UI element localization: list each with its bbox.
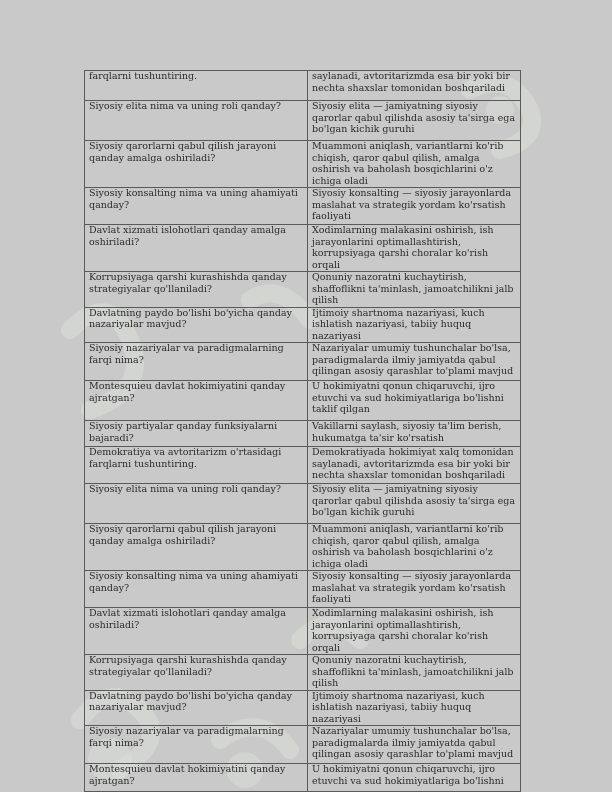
answer-cell: Qonuniy nazoratni kuchaytirish, shaffoflikni ta'minlash, jamoatchilikni jalb qilish	[308, 655, 521, 691]
answer-cell: Nazariyalar umumiy tushunchalar bo'lsa, paradigmalarda ilmiy jamiyatda qabul qilingan asosiy qarashlar to'plami mavjud	[308, 726, 521, 764]
answer-cell: Xodimlarning malakasini oshirish, ish jarayonlarini optimallashtirish, korrupsiyaga qarshi choralar ko'rish orqali	[308, 225, 521, 272]
table-row	[85, 726, 521, 764]
table-row	[85, 690, 521, 726]
question-cell: Korrupsiyaga qarshi kurashishda qanday strategiyalar qo'llaniladi?	[85, 272, 308, 308]
table-row	[85, 188, 521, 225]
question-cell: Davlat xizmati islohotlari qanday amalga oshiriladi?	[85, 608, 308, 655]
table-row	[85, 343, 521, 381]
question-cell: Davlatning paydo bo'lishi bo'yicha qanday nazariyalar mavjud?	[85, 690, 308, 726]
table-row	[85, 225, 521, 272]
table-row	[85, 447, 521, 484]
question-cell: Siyosiy qarorlarni qabul qilish jarayoni qanday amalga oshiriladi?	[85, 141, 308, 188]
answer-cell: Ijtimoiy shartnoma nazariyasi, kuch ishlatish nazariyasi, tabiiy huquq nazariyasi	[308, 307, 521, 343]
table-row	[85, 608, 521, 655]
answer-cell: Siyosiy konsalting — siyosiy jarayonlarda maslahat va strategik yordam ko'rsatish faoliyati	[308, 188, 521, 225]
answer-cell: Muammoni aniqlash, variantlarni ko'rib chiqish, qaror qabul qilish, amalga oshirish va baholash bosqichlarini o'z ichiga oladi	[308, 524, 521, 571]
table-row	[85, 655, 521, 691]
answer-cell: Vakillarni saylash, siyosiy ta'lim berish, hukumatga ta'sir ko'rsatish	[308, 421, 521, 447]
answer-cell: Xodimlarning malakasini oshirish, ish jarayonlarini optimallashtirish, korrupsiyaga qarshi choralar ko'rish orqali	[308, 608, 521, 655]
answer-cell: Ijtimoiy shartnoma nazariyasi, kuch ishlatish nazariyasi, tabiiy huquq nazariyasi	[308, 690, 521, 726]
question-cell: Siyosiy nazariyalar va paradigmalarning farqi nima?	[85, 343, 308, 381]
question-cell: Siyosiy konsalting nima va uning ahamiyati qanday?	[85, 188, 308, 225]
question-cell: Siyosiy elita nima va uning roli qanday?	[85, 101, 308, 141]
table-row	[85, 484, 521, 524]
question-cell: Korrupsiyaga qarshi kurashishda qanday strategiyalar qo'llaniladi?	[85, 655, 308, 691]
table-row	[85, 764, 521, 792]
table-row	[85, 141, 521, 188]
table-row	[85, 71, 521, 101]
table-row	[85, 101, 521, 141]
answer-cell: Siyosiy elita — jamiyatning siyosiy qarorlar qabul qilishda asosiy ta'sirga ega bo'lgan kichik guruhi	[308, 101, 521, 141]
question-cell: Siyosiy partiyalar qanday funksiyalarni bajaradi?	[85, 421, 308, 447]
question-cell: Demokratiya va avtoritarizm o'rtasidagi farqlarni tushuntiring.	[85, 447, 308, 484]
table-row	[85, 421, 521, 447]
table-row	[85, 307, 521, 343]
answer-cell: Siyosiy elita — jamiyatning siyosiy qarorlar qabul qilishda asosiy ta'sirga ega bo'lgan kichik guruhi	[308, 484, 521, 524]
question-cell: Siyosiy nazariyalar va paradigmalarning farqi nima?	[85, 726, 308, 764]
answer-cell: U hokimiyatni qonun chiqaruvchi, ijro etuvchi va sud hokimiyatlariga bo'lishni taklif qilgan	[308, 381, 521, 421]
answer-cell: Nazariyalar umumiy tushunchalar bo'lsa, paradigmalarda ilmiy jamiyatda qabul qilingan asosiy qarashlar to'plami mavjud	[308, 343, 521, 381]
question-cell: farqlarni tushuntiring.	[85, 71, 308, 101]
answer-cell: Muammoni aniqlash, variantlarni ko'rib chiqish, qaror qabul qilish, amalga oshirish va baholash bosqichlarini o'z ichiga oladi	[308, 141, 521, 188]
question-cell: Siyosiy qarorlarni qabul qilish jarayoni qanday amalga oshiriladi?	[85, 524, 308, 571]
answer-cell: Siyosiy konsalting — siyosiy jarayonlarda maslahat va strategik yordam ko'rsatish faoliyati	[308, 571, 521, 608]
question-cell: Montesquieu davlat hokimiyatini qanday ajratgan?	[85, 764, 308, 792]
question-cell: Siyosiy elita nima va uning roli qanday?	[85, 484, 308, 524]
table-row	[85, 381, 521, 421]
table-row	[85, 524, 521, 571]
question-cell: Davlat xizmati islohotlari qanday amalga oshiriladi?	[85, 225, 308, 272]
question-cell: Siyosiy konsalting nima va uning ahamiyati qanday?	[85, 571, 308, 608]
table-row	[85, 571, 521, 608]
question-cell: Montesquieu davlat hokimiyatini qanday ajratgan?	[85, 381, 308, 421]
answer-cell: Demokratiyada hokimiyat xalq tomonidan saylanadi, avtoritarizmda esa bir yoki bir nechta shaxslar tomonidan boshqariladi	[308, 447, 521, 484]
table-row	[85, 272, 521, 308]
qa-table	[84, 70, 521, 792]
answer-cell: Qonuniy nazoratni kuchaytirish, shaffoflikni ta'minlash, jamoatchilikni jalb qilish	[308, 272, 521, 308]
answer-cell: saylanadi, avtoritarizmda esa bir yoki bir nechta shaxslar tomonidan boshqariladi	[308, 71, 521, 101]
question-cell: Davlatning paydo bo'lishi bo'yicha qanday nazariyalar mavjud?	[85, 307, 308, 343]
answer-cell: U hokimiyatni qonun chiqaruvchi, ijro etuvchi va sud hokimiyatlariga bo'lishni	[308, 764, 521, 792]
